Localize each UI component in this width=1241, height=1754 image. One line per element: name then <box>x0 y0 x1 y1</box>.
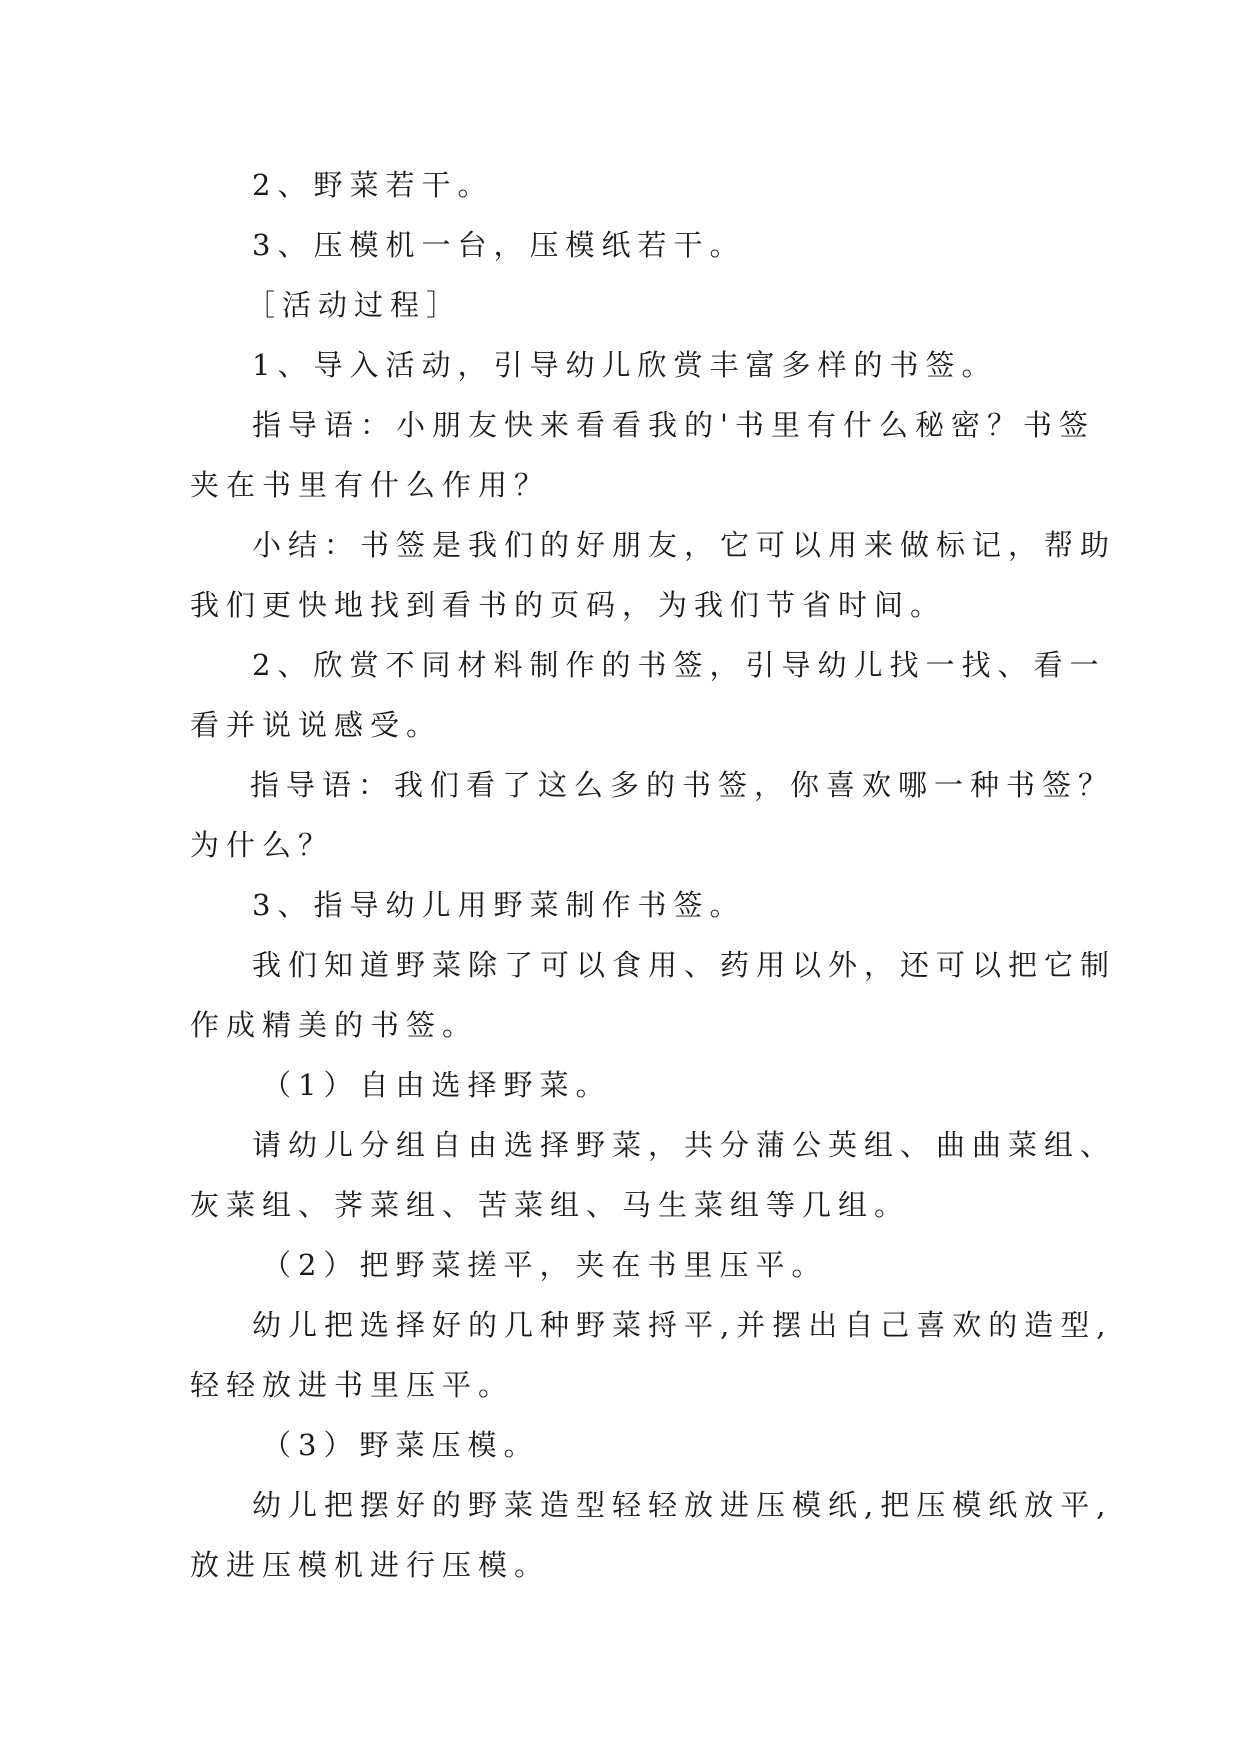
substep-1-text-line-2: 灰菜组、荠菜组、苦菜组、马生菜组等几组。 <box>190 1188 911 1222</box>
material-item-2: 2、野菜若干。 <box>252 168 494 202</box>
material-item-3: 3、压模机一台，压模纸若干。 <box>252 228 746 262</box>
step-3-text-line-1: 我们知道野菜除了可以食用、药用以外，还可以把它制 <box>252 948 1117 982</box>
guide-text-1-line-1: 指导语：小朋友快来看看我的'书里有什么秘密？书签 <box>252 408 1095 442</box>
substep-3-text-line-2: 放进压模机进行压模。 <box>190 1548 551 1582</box>
substep-2-text-line-2: 轻轻放进书里压平。 <box>190 1368 515 1402</box>
substep-3-text-line-1: 幼儿把摆好的野菜造型轻轻放进压模纸,把压模纸放平, <box>252 1488 1113 1522</box>
summary-line-1: 小结：书签是我们的好朋友，它可以用来做标记，帮助 <box>252 528 1117 562</box>
step-3-text-line-2: 作成精美的书签。 <box>190 1008 479 1042</box>
summary-line-2: 我们更快地找到看书的页码，为我们节省时间。 <box>190 588 947 622</box>
substep-2-text-line-1: 幼儿把选择好的几种野菜捋平,并摆出自己喜欢的造型, <box>252 1308 1113 1342</box>
substep-1-text-line-1: 请幼儿分组自由选择野菜，共分蒲公英组、曲曲菜组、 <box>252 1128 1117 1162</box>
section-heading-activity-process: ［活动过程］ <box>246 288 463 322</box>
step-2-heading-line-2: 看并说说感受。 <box>190 708 443 742</box>
step-3-heading: 3、指导幼儿用野菜制作书签。 <box>252 888 746 922</box>
step-2-heading-line-1: 2、欣赏不同材料制作的书签，引导幼儿找一找、看一 <box>252 648 1106 682</box>
guide-text-2-line-1: 指导语：我们看了这么多的书签，你喜欢哪一种书签？ <box>250 768 1115 802</box>
document-body <box>190 155 1117 1595</box>
guide-text-2-line-2: 为什么？ <box>190 828 335 862</box>
substep-1-heading: （1）自由选择野菜。 <box>262 1068 612 1102</box>
substep-2-heading: （2）把野菜搓平，夹在书里压平。 <box>262 1248 828 1282</box>
substep-3-heading: （3）野菜压模。 <box>262 1428 540 1462</box>
guide-text-1-line-2: 夹在书里有什么作用？ <box>190 468 551 502</box>
step-1-heading: 1、导入活动，引导幼儿欣赏丰富多样的书签。 <box>252 348 998 382</box>
